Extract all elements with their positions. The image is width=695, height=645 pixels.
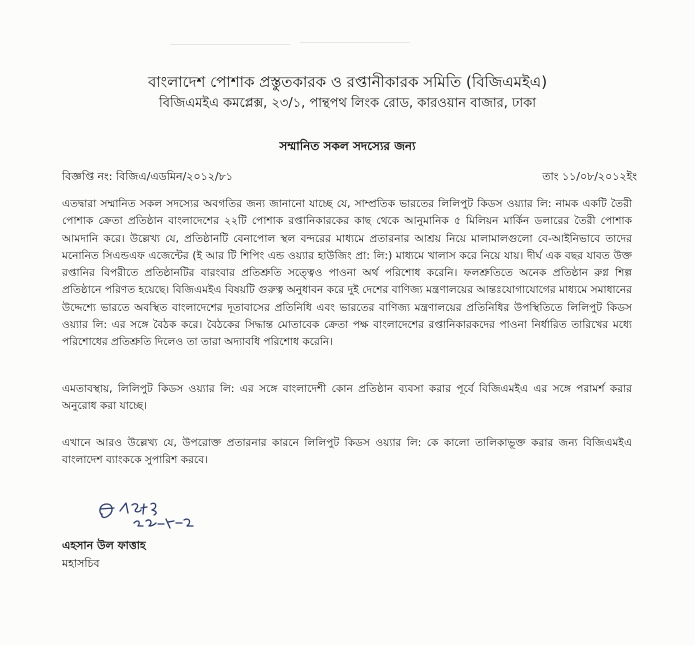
signatory-name: এহসান উল ফাত্তাহ [62,539,146,552]
signatory-title: মহাসচিব [62,557,100,570]
organization-address: বিজিএমইএ কমপ্লেক্স, ২৩/১, পান্থপথ লিংক রোড, কারওয়ান বাজার, ঢাকা [158,96,537,111]
handwritten-signature [96,495,206,537]
body-paragraph-3: এখানে আরও উল্লেখ্য যে, উপরোক্ত প্রতারনার কারনে লিলিপুট কিডস ওয়্যার লি: কে কালো তালিকাভূক্ত করার জন্য বিজিএমইএ বাংলাদেশ ব্যাংককে সুপারিশ করবে। [62,437,632,467]
body-paragraph-2: এমতাবস্থায়, লিলিপুট কিডস ওয়্যার লি: এর সঙ্গে বাংলাদেশী কোন প্রতিষ্ঠান ব্যবসা করার পূর্বে বিজিএমইএ এর সঙ্গে পরামর্শ করার অনুরোধ করা যাচ্ছে। [62,383,632,413]
body-paragraph-1: এতদ্বারা সম্মানিত সকল সদস্যের অবগতির জন্য জানানো যাচ্ছে যে, সাম্প্রতিক ভারতের লিলিপুট কিডস ওয়্যার লি: নামক একটি তৈরী পোশাক ক্রেতা প্রতিষ্ঠান বাংলাদেশের ২২টি পোশাক রপ্তানিকারকের কাছ থেকে আনুমানিক ৫ মিলিয়ন মার্কিন ডলারের তৈরী পোশাক আমদানি করে। উল্লেখ্য যে, প্রতিষ্ঠানটি বেনাপোল স্থল বন্দরের মাধ্যমে প্রতারনার আশ্রয় নিয়ে মালামালগুলো বে-আইনিভাবে তাদের মনোনিত সিএন্ডএফ এজেন্টের (ই আর টি শিপিং এন্ড ওয়্যার হাউজিং প্রা: লি:) মাধ্যমে খালাস করে নিয়ে যায়। দীর্ঘ এক বছর যাবত উক্ত রপ্তানির বিপরীতে প্রতিষ্ঠানটির বারংবার প্রতিশ্রুতি সত্ত্বেও পাওনা অর্থ পরিশোধ করেনি। ফলশ্রুতিতে অনেক প্রতিষ্ঠান রুগ্ন শিল্প প্রতিষ্ঠানে পরিণত হয়েছে। বিজিএমইএ বিষয়টি গুরুত্ব অনুধাবন করে দুই দেশের বাণিজ্য মন্ত্রণালয়ের আন্তঃযোগাযোগের মাধ্যমে সমাধানের উদ্দেশ্যে ভারতে অবস্থিত বাংলাদেশের দূতাবাসের প্রতিনিধি এবং ভারতের বাণিজ্য মন্ত্রণালয়ের প্রতিনিধির উপস্থিতিতে লিলিপুট কিডস ওয়্যার লি: এর সঙ্গে বৈঠক করে। বৈঠকের সিদ্ধান্ত মোতাবেক ক্রেতা পক্ষ বাংলাদেশের রপ্তানিকারকদের পাওনা নির্ধারিত তারিখের মধ্যে পরিশোধের প্রতিশ্রুতি দিলেও তা তারা অদ্যাবধি পরিশোধ করেনি। [62,198,632,349]
notice-reference-number: বিজ্ঞপ্তি নং: বিজিএ/এডমিন/২০১২/৮১ [62,170,233,183]
salutation-heading: সম্মানিত সকল সদস্যের জন্য [279,139,416,153]
faint-mark-line [170,44,290,45]
organization-name: বাংলাদেশ পোশাক প্রস্তুতকারক ও রপ্তানীকারক সমিতি (বিজিএমইএ) [147,73,548,91]
faint-mark-line [300,42,410,43]
notice-date: তাং ১১/০৮/২০১২ইং [542,170,637,183]
